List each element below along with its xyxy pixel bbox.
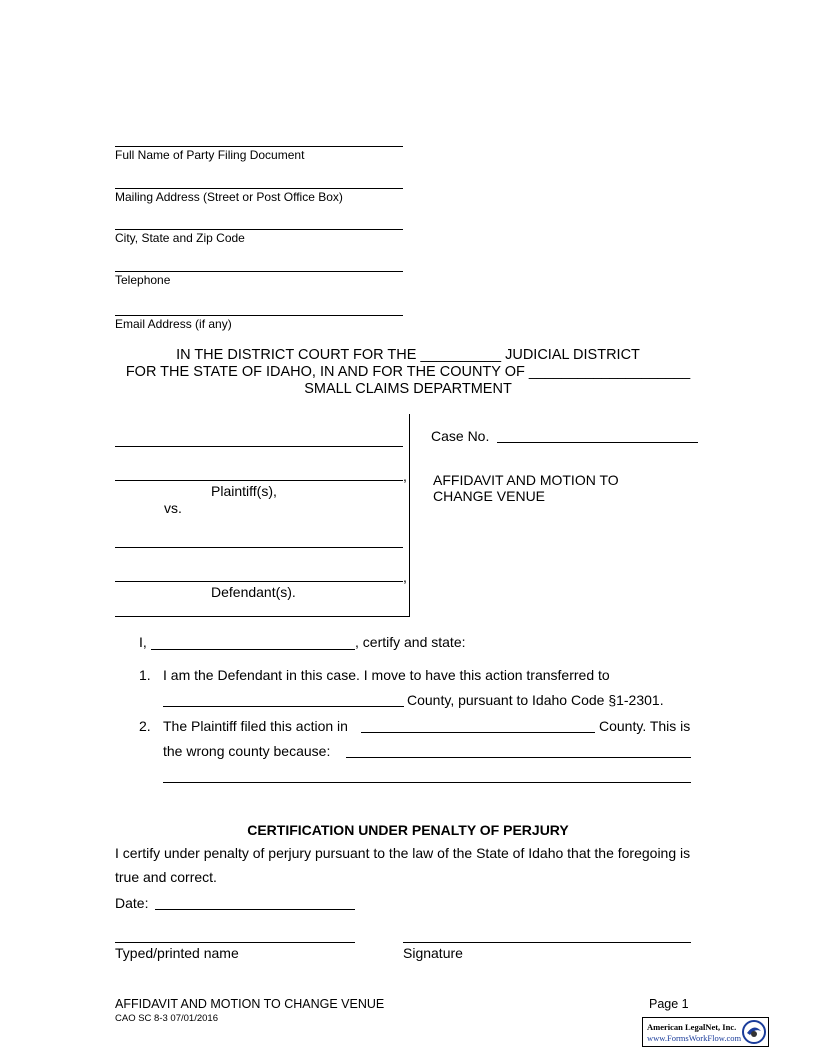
certification-heading: CERTIFICATION UNDER PENALTY OF PERJURY <box>247 822 569 838</box>
case-no-line[interactable] <box>497 442 698 443</box>
item1-line1: I am the Defendant in this case. I move to have this action transferred to <box>163 667 610 683</box>
item2-line2-prefix: the wrong county because: <box>163 743 331 759</box>
plaintiff-name-line-1[interactable] <box>115 446 403 447</box>
item2-line1-prefix: The Plaintiff filed this action in <box>163 718 348 734</box>
case-no-label: Case No. <box>431 428 490 444</box>
defendant-name-line-1[interactable] <box>115 547 403 548</box>
mailing-address-label: Mailing Address (Street or Post Office Box) <box>115 190 343 204</box>
item2-number: 2. <box>139 718 151 734</box>
defendant-label: Defendant(s). <box>211 584 296 600</box>
court-heading-line1: IN THE DISTRICT COURT FOR THE __________ JUDICIAL DISTRICT <box>176 347 640 363</box>
full-name-line[interactable] <box>115 146 403 147</box>
document-title-line2: CHANGE VENUE <box>433 488 546 504</box>
certification-line1: I certify under penalty of perjury pursuant to the law of the State of Idaho that the foregoing is <box>115 845 691 861</box>
court-heading-line3: SMALL CLAIMS DEPARTMENT <box>304 381 512 397</box>
email-line[interactable] <box>115 315 403 316</box>
plaintiff-comma: , <box>403 468 407 484</box>
vs-label: vs. <box>164 500 182 516</box>
defendant-comma: , <box>403 569 407 585</box>
typed-name-label: Typed/printed name <box>115 945 239 961</box>
date-label: Date: <box>115 895 149 911</box>
filed-county-line[interactable] <box>361 732 595 733</box>
item2-line1-suffix: County. This is <box>599 718 691 734</box>
footer-document-title: AFFIDAVIT AND MOTION TO CHANGE VENUE <box>115 997 385 1011</box>
logo-globe-icon <box>741 1019 767 1045</box>
document-title-line1: AFFIDAVIT AND MOTION TO <box>433 472 619 488</box>
telephone-line[interactable] <box>115 271 403 272</box>
caption-divider-vertical <box>409 414 410 617</box>
affiant-name-line[interactable] <box>151 649 355 650</box>
plaintiff-name-line-2[interactable] <box>115 480 403 481</box>
caption-divider-bottom <box>115 616 410 617</box>
certification-line2: true and correct. <box>115 869 217 885</box>
city-state-zip-label: City, State and Zip Code <box>115 231 245 245</box>
typed-name-line[interactable] <box>115 942 355 943</box>
page-number: Page 1 <box>649 997 689 1011</box>
mailing-address-line[interactable] <box>115 188 403 189</box>
logo-website: www.FormsWorkFlow.com <box>647 1033 742 1043</box>
reason-line-2[interactable] <box>163 782 691 783</box>
american-legalnet-logo <box>642 1017 769 1047</box>
item1-line2-suffix: County, pursuant to Idaho Code §1-2301. <box>407 692 664 708</box>
city-state-zip-line[interactable] <box>115 229 403 230</box>
transfer-county-line[interactable] <box>163 706 404 707</box>
signature-label: Signature <box>403 945 463 961</box>
footer-form-code: CAO SC 8-3 07/01/2016 <box>115 1013 218 1024</box>
certify-state-text: , certify and state: <box>355 634 466 650</box>
court-heading-line2: FOR THE STATE OF IDAHO, IN AND FOR THE COUNTY OF ____________________ <box>125 364 691 380</box>
i-label: I, <box>139 634 147 650</box>
signature-line[interactable] <box>403 942 691 943</box>
reason-line-1[interactable] <box>346 757 691 758</box>
email-label: Email Address (if any) <box>115 317 232 331</box>
logo-company-name: American LegalNet, Inc. <box>647 1022 737 1032</box>
date-line[interactable] <box>155 909 355 910</box>
plaintiff-label: Plaintiff(s), <box>211 483 277 499</box>
telephone-label: Telephone <box>115 273 171 287</box>
defendant-name-line-2[interactable] <box>115 581 403 582</box>
item1-number: 1. <box>139 667 151 683</box>
full-name-label: Full Name of Party Filing Document <box>115 148 305 162</box>
